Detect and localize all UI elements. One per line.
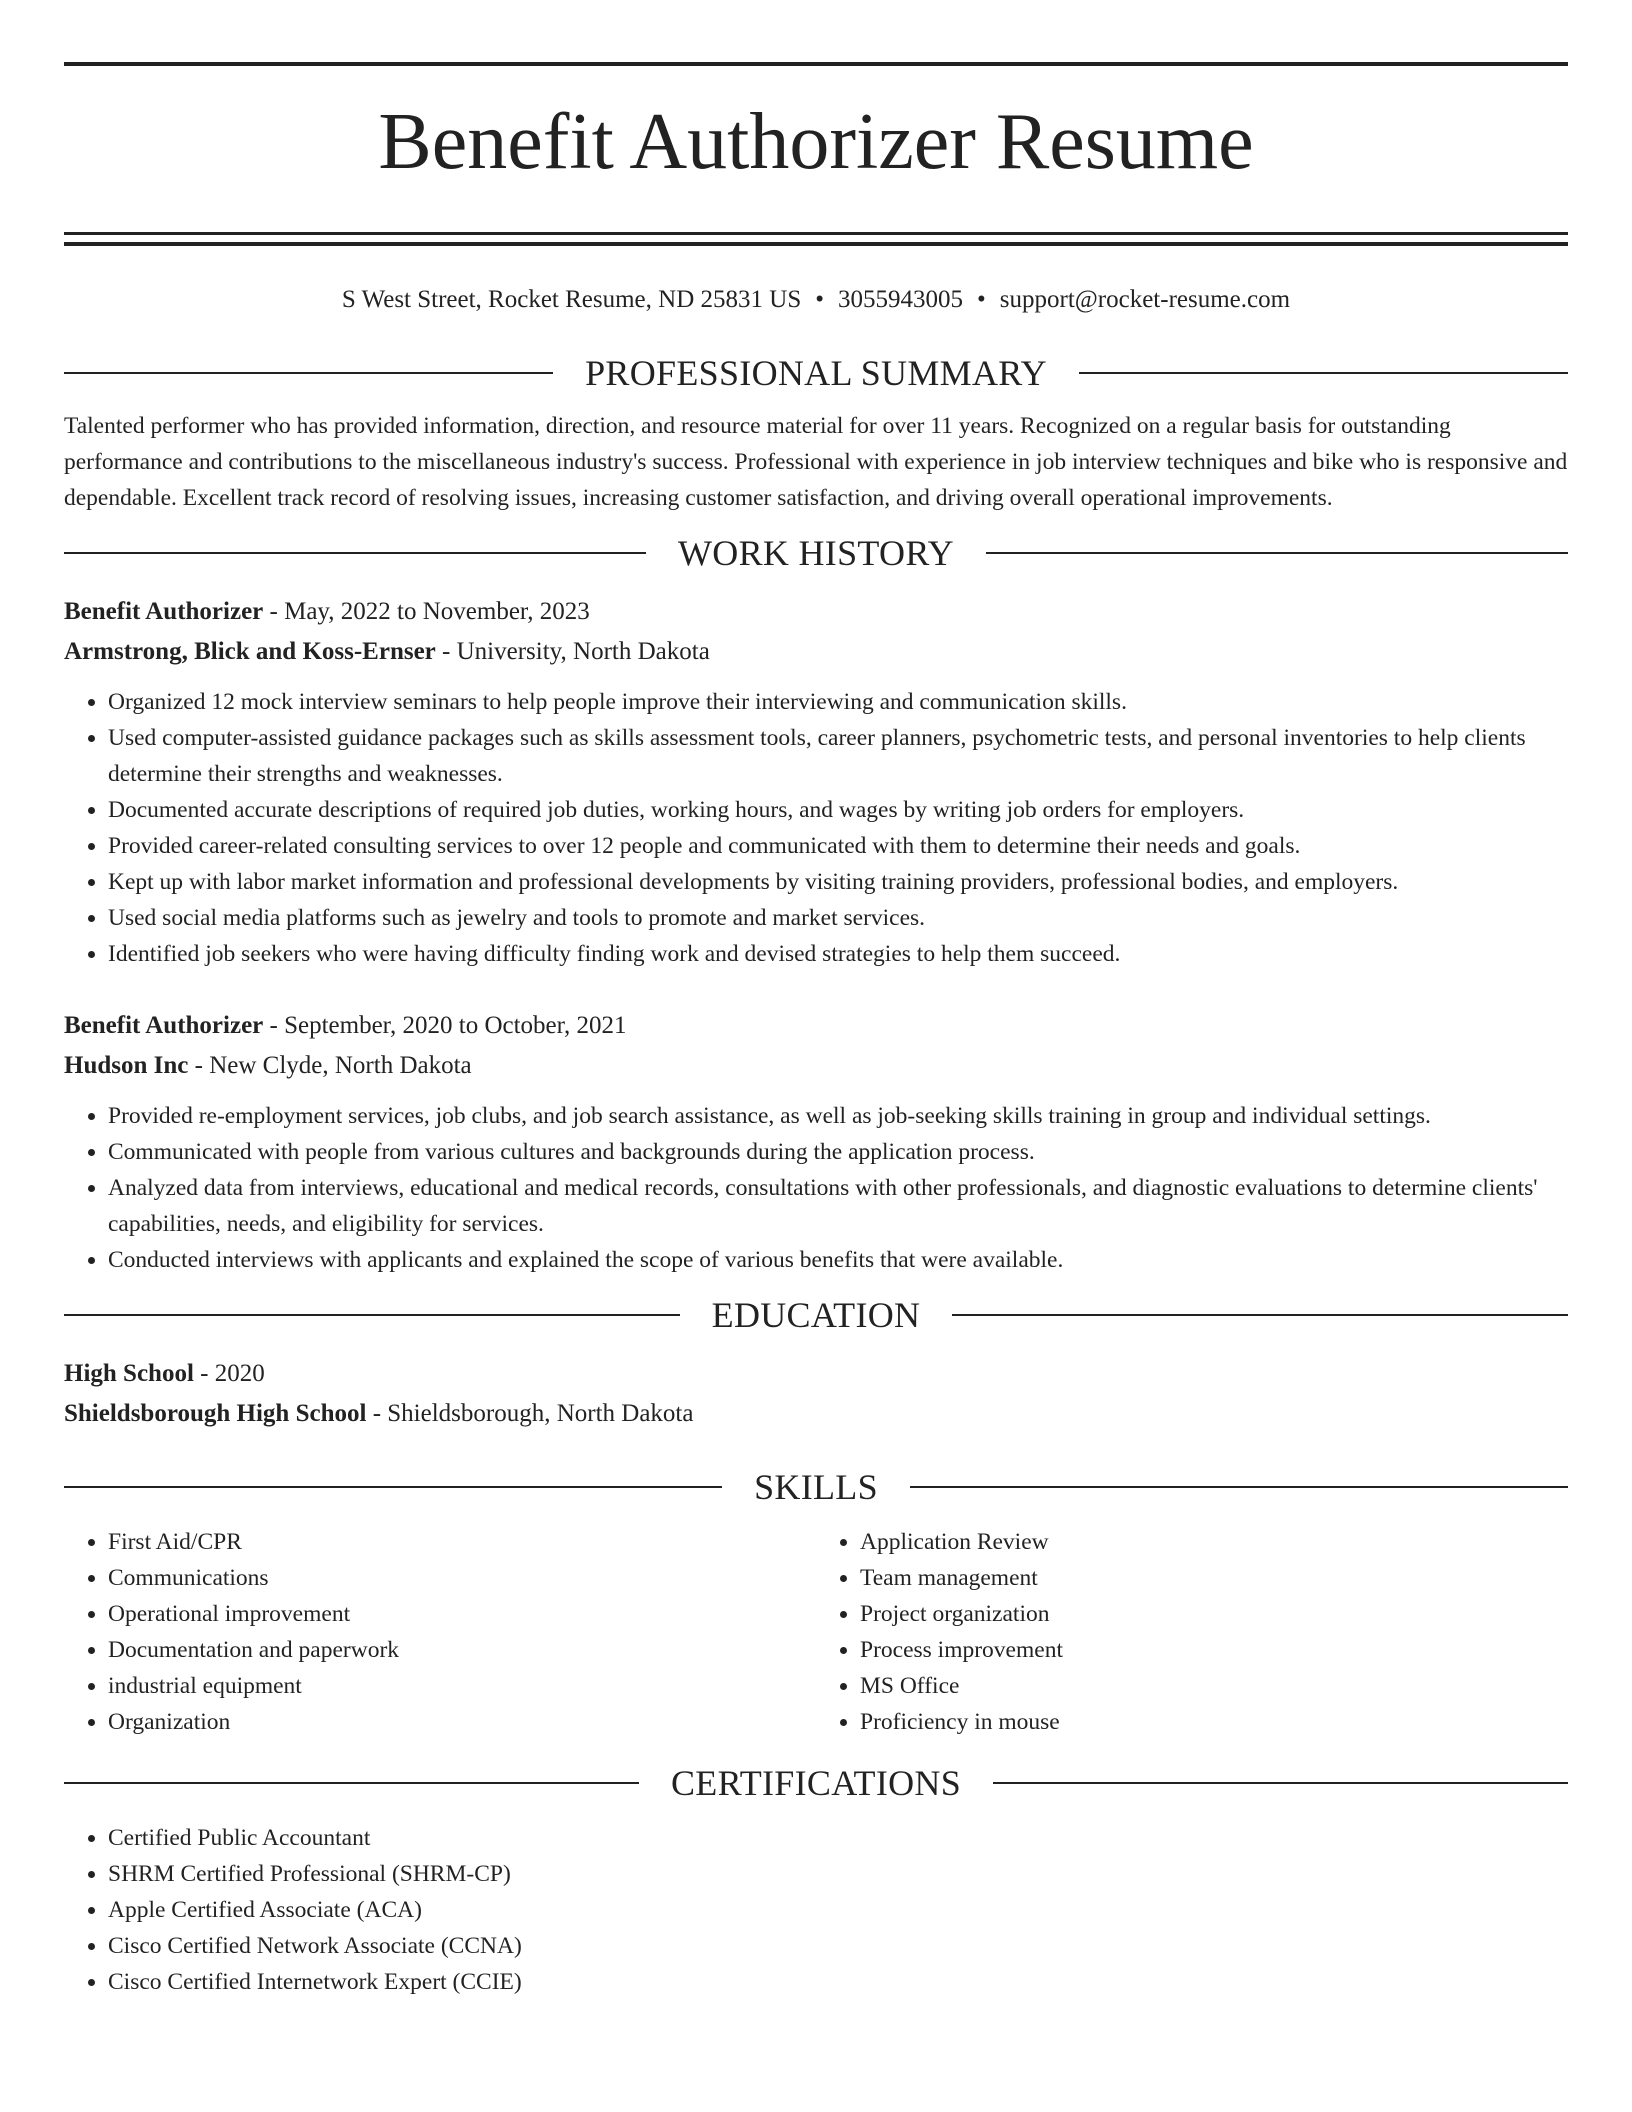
education-degree: High School: [64, 1360, 194, 1387]
education-location: - Shieldsborough, North Dakota: [366, 1400, 694, 1427]
job-bullet: • Provided re-employment services, job clubs, and job search assistance, as well as job-seeking skills training in group and individual settings.: [108, 1098, 1568, 1134]
job-bullets: [64, 684, 1568, 972]
education-school: Shieldsborough High School: [64, 1400, 367, 1427]
job-bullet: • Used social media platforms such as jewelry and tools to promote and market services.: [108, 900, 1568, 936]
job-location: - New Clyde, North Dakota: [188, 1052, 472, 1079]
section-header-skills: [64, 1462, 1568, 1512]
education-entry: [64, 1354, 1568, 1434]
summary-text: Talented performer who has provided information, direction, and resource material for over 11 years. Recognized on a regular basis for outstanding performance and contributions to the miscellaneous industry's success. Professional with experience in job interview techniques and bike who is responsive and dependable. Excellent track record of resolving issues, increasing customer satisfaction, and driving overall operational improvements.: [64, 413, 1568, 511]
contact-email: support@rocket-resume.com: [999, 286, 1291, 313]
contact-phone: 3055943005: [838, 286, 963, 313]
job-entry: [64, 592, 1568, 972]
job-location: - University, North Dakota: [435, 638, 710, 665]
skill-item: • MS Office: [860, 1668, 1568, 1704]
skill-item: • Operational improvement: [108, 1596, 816, 1632]
certification-item: • Cisco Certified Internetwork Expert (CCIE): [108, 1964, 1568, 2000]
section-header-education: [64, 1290, 1568, 1340]
skill-item: • Team management: [860, 1560, 1568, 1596]
resume-title: Benefit Authorizer Resume: [378, 98, 1254, 186]
section-rule: [64, 1782, 639, 1784]
section-rule: [910, 1486, 1568, 1488]
skill-item: • First Aid/CPR: [108, 1524, 816, 1560]
section-title: PROFESSIONAL SUMMARY: [585, 353, 1047, 393]
skills-list-right: [816, 1524, 1568, 1740]
job-company: Hudson Inc: [64, 1052, 189, 1079]
skills-list-left: [64, 1524, 816, 1740]
skill-item: • Application Review: [860, 1524, 1568, 1560]
skill-item: • Proficiency in mouse: [860, 1704, 1568, 1740]
skill-item: • Process improvement: [860, 1632, 1568, 1668]
job-bullets: [64, 1098, 1568, 1278]
section-title: WORK HISTORY: [678, 533, 954, 573]
job-bullet: • Provided career-related consulting services to over 12 people and communicated with them to determine their needs and goals.: [108, 828, 1568, 864]
contact-address: S West Street, Rocket Resume, ND 25831 US: [341, 286, 802, 313]
certification-item: • Certified Public Accountant: [108, 1820, 1568, 1856]
certifications-list: [64, 1820, 1568, 2000]
job-bullet: • Analyzed data from interviews, educational and medical records, consultations with other professionals, and diagnostic evaluations to determine clients' capabilities, needs, and eligibility for services.: [108, 1170, 1568, 1242]
job-title: Benefit Authorizer: [64, 1012, 264, 1039]
job-company-line: [64, 632, 1568, 672]
skill-item: • Documentation and paperwork: [108, 1632, 816, 1668]
section-header-certifications: [64, 1758, 1568, 1808]
job-bullet: • Documented accurate descriptions of required job duties, working hours, and wages by writing job orders for employers.: [108, 792, 1568, 828]
section-rule: [64, 552, 646, 554]
section-rule: [1079, 372, 1568, 374]
section-rule: [993, 1782, 1568, 1784]
job-bullet: • Organized 12 mock interview seminars to help people improve their interviewing and communication skills.: [108, 684, 1568, 720]
skills-columns: [64, 1524, 1568, 1740]
section-title: CERTIFICATIONS: [670, 1763, 962, 1803]
skill-item: • Organization: [108, 1704, 816, 1740]
certification-item: • Apple Certified Associate (ACA): [108, 1892, 1568, 1928]
education-degree-line: [64, 1354, 1568, 1394]
job-entry: [64, 1006, 1568, 1278]
job-bullet: • Kept up with labor market information and professional developments by visiting training providers, professional bodies, and employers.: [108, 864, 1568, 900]
section-header-work-history: [64, 528, 1568, 578]
certification-item: • Cisco Certified Network Associate (CCNA): [108, 1928, 1568, 1964]
section-rule: [64, 372, 553, 374]
job-bullet: • Identified job seekers who were having difficulty finding work and devised strategies to help them succeed.: [108, 936, 1568, 972]
top-rule: [64, 62, 1568, 66]
section-rule: [64, 1314, 680, 1316]
job-company: Armstrong, Blick and Koss-Ernser: [64, 638, 436, 665]
contact-separator: •: [815, 286, 824, 313]
job-bullet: • Used computer-assisted guidance packages such as skills assessment tools, career planners, psychometric tests, and personal inventories to help clients determine their strengths and weaknesses.: [108, 720, 1568, 792]
education-year: - 2020: [193, 1360, 265, 1387]
job-dates: - May, 2022 to November, 2023: [263, 598, 590, 625]
job-title: Benefit Authorizer: [64, 598, 264, 625]
skill-item: • industrial equipment: [108, 1668, 816, 1704]
certification-item: • SHRM Certified Professional (SHRM-CP): [108, 1856, 1568, 1892]
section-rule: [64, 1486, 722, 1488]
skill-item: • Communications: [108, 1560, 816, 1596]
job-title-line: [64, 1006, 1568, 1046]
section-title: EDUCATION: [711, 1295, 921, 1335]
skill-item: • Project organization: [860, 1596, 1568, 1632]
contact-separator: •: [977, 286, 986, 313]
section-title: SKILLS: [754, 1467, 878, 1507]
section-rule: [952, 1314, 1568, 1316]
title-double-rule: [64, 232, 1568, 246]
job-company-line: [64, 1046, 1568, 1086]
section-rule: [986, 552, 1568, 554]
job-title-line: [64, 592, 1568, 632]
job-dates: - September, 2020 to October, 2021: [263, 1012, 627, 1039]
education-school-line: [64, 1394, 1568, 1434]
job-bullet: • Communicated with people from various cultures and backgrounds during the application process.: [108, 1134, 1568, 1170]
job-bullet: • Conducted interviews with applicants and explained the scope of various benefits that were available.: [108, 1242, 1568, 1278]
contact-line: [64, 282, 1568, 318]
section-header-summary: [64, 348, 1568, 398]
